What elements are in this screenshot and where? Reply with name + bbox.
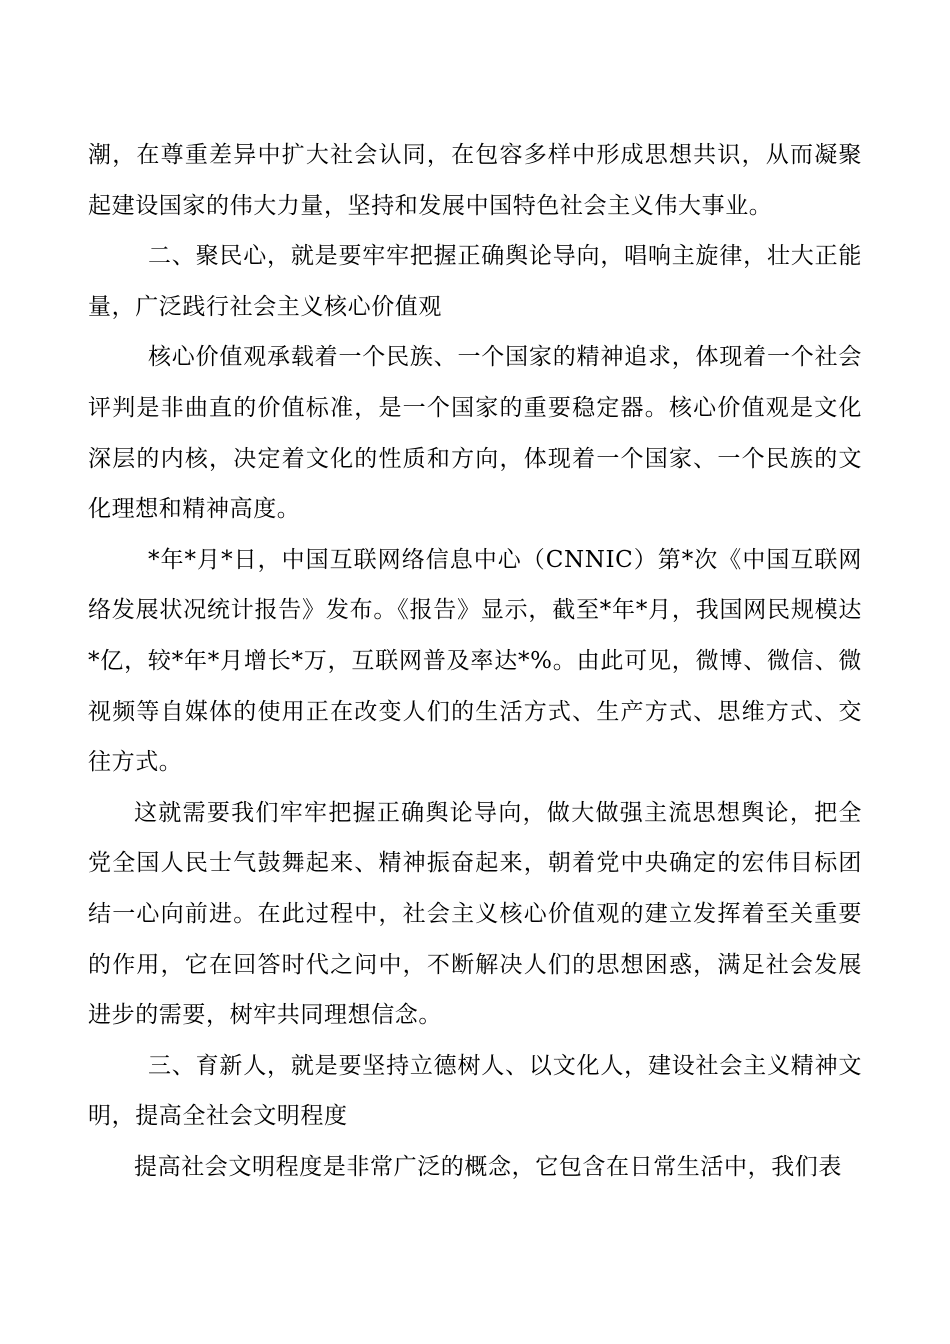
paragraph-civilization: 提高社会文明程度是非常广泛的概念，它包含在日常生活中，我们表 xyxy=(134,1153,842,1180)
document-body xyxy=(88,130,862,1192)
paragraph-cnnic-report: *年*月*日，中国互联网络信息中心（CNNIC）第*次《中国互联网络发展状况统计报告》发布。《报告》显示，截至*年*月，我国网民规模达*亿，较*年*月增长*万，互联网普及率达*%。由此可见，微博、微信、微视频等自媒体的使用正在改变人们的生活方式、生产方式、思维方式、交往方式。 xyxy=(88,546,862,776)
section-heading-three: 三、育新人，就是要坚持立德树人、以文化人，建设社会主义精神文明，提高全社会文明程度 xyxy=(88,1052,862,1130)
paragraph-core-values: 核心价值观承载着一个民族、一个国家的精神追求，体现着一个社会评判是非曲直的价值标准，是一个国家的重要稳定器。核心价值观是文化深层的内核，决定着文化的性质和方向，体现着一个国家、一个民族的文化理想和精神高度。 xyxy=(88,344,862,523)
paragraph-public-opinion: 这就需要我们牢牢把握正确舆论导向，做大做强主流思想舆论，把全党全国人民士气鼓舞起来、精神振奋起来，朝着党中央确定的宏伟目标团结一心向前进。在此过程中，社会主义核心价值观的建立发挥着至关重要的作用，它在回答时代之问中，不断解决人们的思想困惑，满足社会发展进步的需要，树牢共同理想信念。 xyxy=(88,799,862,1029)
section-heading-two: 二、聚民心，就是要牢牢把握正确舆论导向，唱响主旋律，壮大正能量，广泛践行社会主义核心价值观 xyxy=(88,243,862,320)
paragraph-continuation: 潮，在尊重差异中扩大社会认同，在包容多样中形成思想共识，从而凝聚起建设国家的伟大力量，坚持和发展中国特色社会主义伟大事业。 xyxy=(88,142,862,219)
